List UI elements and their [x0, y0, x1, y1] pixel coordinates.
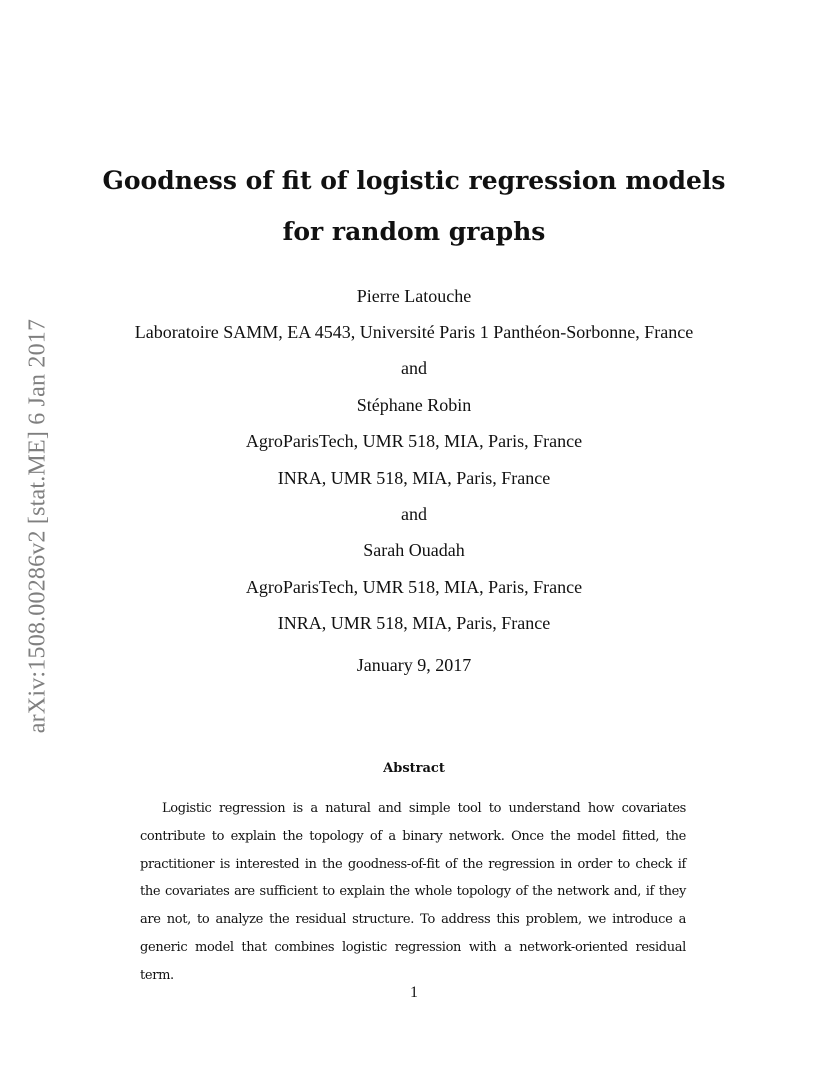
author-2-affiliation-2: INRA, UMR 518, MIA, Paris, France [277, 468, 551, 488]
abstract-heading: Abstract [383, 761, 445, 776]
arxiv-identifier-stamp: arXiv:1508.00286v2 [stat.ME] 6 Jan 2017 [24, 318, 51, 734]
abstract-text: Logistic regression is a natural and simple tool to understand how covariates contribute to explain the topology of a binary network. Once the model fitted, the practitioner is interested in the goodness-of-fit of the regression in order to check if the covariates are sufficient to explain the whole topology of the network and, if they are not, to analyze the residual structure. To address this problem, we introduce a generic model that combines logistic regression with a network-oriented residual term. [140, 801, 686, 983]
author-3-affiliation-2: INRA, UMR 518, MIA, Paris, France [277, 613, 551, 633]
publication-date: January 9, 2017 [356, 655, 472, 675]
author-1-affiliation: Laboratoire SAMM, EA 4543, Université Paris 1 Panthéon-Sorbonne, France [134, 322, 694, 342]
author-name-2: Stéphane Robin [356, 395, 472, 415]
author-separator-2: and [401, 504, 427, 524]
paper-title-line-1: Goodness of fit of logistic regression models [102, 166, 726, 195]
author-name-1: Pierre Latouche [356, 286, 472, 306]
author-name-3: Sarah Ouadah [363, 540, 465, 560]
page-number: 1 [410, 984, 418, 1001]
author-separator-1: and [401, 358, 427, 378]
author-2-affiliation-1: AgroParisTech, UMR 518, MIA, Paris, France [245, 431, 583, 451]
author-3-affiliation-1: AgroParisTech, UMR 518, MIA, Paris, France [245, 577, 583, 597]
paper-title-line-2: for random graphs [282, 217, 546, 246]
